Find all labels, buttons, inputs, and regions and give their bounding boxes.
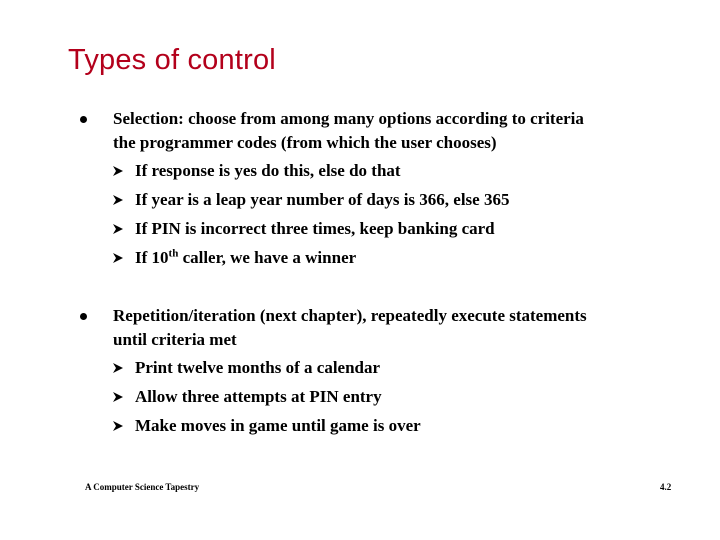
arrowhead-icon [113, 253, 123, 263]
arrowhead-icon [113, 392, 123, 402]
sub-bullet [113, 356, 673, 380]
sub-bullet-text: Allow three attempts at PIN entry [135, 387, 382, 406]
sub-bullet [113, 414, 673, 438]
sub-bullet-text-suffix: caller, we have a winner [178, 248, 357, 267]
sub-bullet [113, 385, 673, 409]
arrowhead-icon [113, 195, 123, 205]
bullet-text-line: Repetition/iteration (next chapter), repeatedly execute statements [113, 306, 587, 325]
sub-bullet-text-prefix: If 10 [135, 248, 169, 267]
arrowhead-icon [113, 421, 123, 431]
slide-title: Types of control [68, 44, 276, 76]
bullet-text-line: until criteria met [113, 330, 237, 349]
sub-bullet [113, 188, 673, 212]
page-number: 4.2 [660, 482, 672, 492]
sub-bullet-text: If PIN is incorrect three times, keep banking card [135, 219, 495, 238]
footer-course-title: A Computer Science Tapestry [85, 482, 200, 492]
bullet-text-line: Selection: choose from among many options according to criteria [113, 109, 584, 128]
bullet-text-line: the programmer codes (from which the user chooses) [113, 133, 497, 152]
arrowhead-icon [113, 363, 123, 373]
sub-bullet [113, 159, 673, 183]
sub-bullet [113, 217, 673, 241]
sub-bullet-text: If response is yes do this, else do that [135, 161, 401, 180]
bullet-repetition [80, 304, 680, 352]
arrowhead-icon [113, 224, 123, 234]
bullet-dot-icon [80, 116, 87, 123]
bullet-text [113, 107, 680, 155]
sub-bullet [113, 246, 673, 270]
ordinal-suffix: th [168, 247, 179, 260]
arrowhead-icon [113, 166, 123, 176]
sub-bullet-text: Make moves in game until game is over [135, 416, 421, 435]
bullet-dot-icon [80, 313, 87, 320]
bullet-text [113, 304, 680, 352]
sub-bullet-text: If year is a leap year number of days is 366, else 365 [135, 190, 510, 209]
bullet-selection [80, 107, 680, 155]
sub-bullet-text: Print twelve months of a calendar [135, 358, 381, 377]
